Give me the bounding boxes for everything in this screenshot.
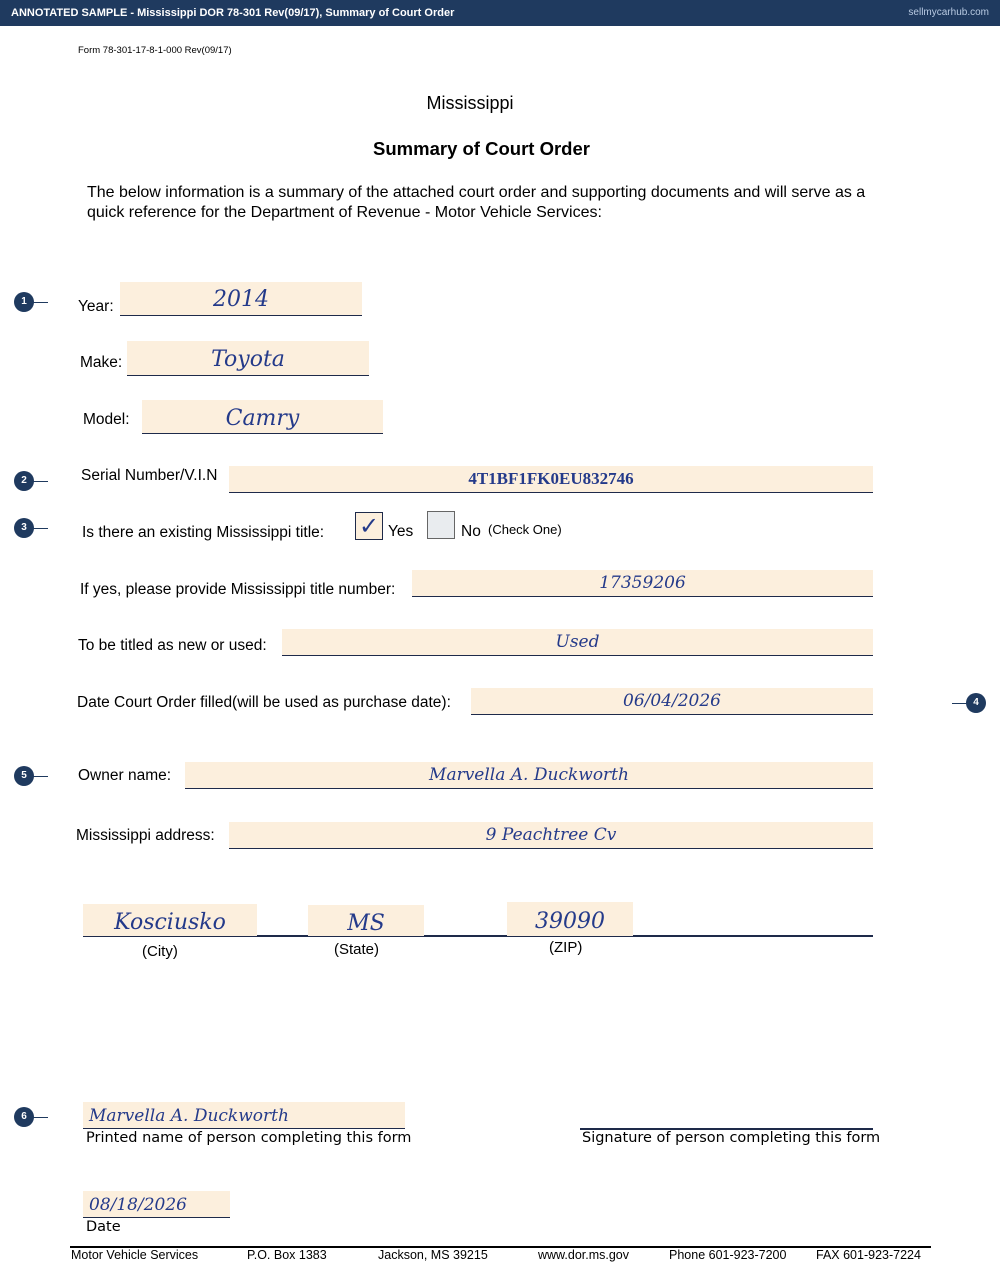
annotation-marker-4: 4 (966, 693, 986, 713)
year-label: Year: (78, 298, 114, 315)
city-field[interactable] (83, 904, 257, 936)
new-or-used-field[interactable] (282, 629, 873, 656)
zip-label: (ZIP) (549, 939, 583, 956)
owner-name-value: Marvella A. Duckworth (429, 765, 629, 785)
marker-leader-line (33, 776, 48, 777)
marker-leader-line (33, 481, 48, 482)
owner-name-field[interactable] (185, 762, 873, 789)
address-field[interactable] (229, 822, 873, 849)
footer-rule (70, 1246, 931, 1248)
owner-name-label: Owner name: (78, 767, 172, 784)
new-or-used-value: Used (555, 632, 600, 652)
signature-label: Signature of person completing this form (582, 1130, 881, 1146)
annotation-marker-3: 3 (14, 518, 34, 538)
date-label: Date (86, 1219, 121, 1235)
make-value: Toyota (211, 347, 285, 372)
new-or-used-label: To be titled as new or used: (78, 637, 267, 654)
annotation-marker-1: 1 (14, 292, 34, 312)
date-field[interactable] (83, 1191, 230, 1218)
footer-phone: Phone 601-923-7200 (669, 1248, 787, 1262)
state-label: (State) (334, 941, 380, 958)
court-date-label: Date Court Order filled(will be used as purchase date): (77, 694, 451, 711)
make-field[interactable] (127, 341, 369, 376)
marker-leader-line (33, 1117, 48, 1118)
checkmark-icon: ✓ (359, 512, 380, 540)
annotation-marker-2: 2 (14, 471, 34, 491)
year-field[interactable] (120, 282, 362, 316)
intro-text: The below information is a summary of the attached court order and supporting documents and will serve as a quick reference for the Department of Revenue - Motor Vehicle Services: (87, 184, 866, 221)
yes-label: Yes (388, 523, 414, 540)
title-number-field[interactable] (412, 570, 873, 597)
existing-title-label: Is there an existing Mississippi title: (82, 524, 325, 541)
banner-site-link[interactable]: sellmycarhub.com (908, 7, 989, 18)
footer-web-link[interactable]: www.dor.ms.gov (538, 1248, 630, 1262)
printed-name-value: Marvella A. Duckworth (89, 1106, 289, 1126)
court-date-field[interactable] (471, 688, 873, 715)
footer-office: Motor Vehicle Services (71, 1248, 199, 1262)
title-number-label: If yes, please provide Mississippi title number: (80, 581, 396, 598)
marker-leader-line (33, 528, 48, 529)
title-number-value: 17359206 (599, 573, 686, 593)
marker-leader-line (952, 703, 967, 704)
no-checkbox[interactable] (427, 511, 455, 539)
printed-name-field[interactable] (83, 1102, 405, 1129)
printed-name-label: Printed name of person completing this form (86, 1130, 412, 1146)
form-number: Form 78-301-17-8-1-000 Rev(09/17) (78, 45, 232, 56)
check-one-hint: (Check One) (488, 522, 562, 537)
annotation-marker-5: 5 (14, 766, 34, 786)
state-value: MS (347, 911, 385, 936)
page-title: Summary of Court Order (373, 138, 590, 159)
address-value: 9 Peachtree Cv (485, 825, 617, 845)
court-date-value: 06/04/2026 (623, 691, 721, 711)
no-label: No (461, 523, 481, 540)
model-field[interactable] (142, 400, 383, 434)
model-value: Camry (225, 406, 300, 431)
model-label: Model: (83, 411, 130, 428)
form-state: Mississippi (426, 93, 514, 113)
state-field[interactable] (308, 905, 424, 936)
zip-field[interactable] (507, 902, 633, 936)
footer-po-box: P.O. Box 1383 (247, 1248, 327, 1262)
date-value: 08/18/2026 (89, 1195, 187, 1215)
footer-city: Jackson, MS 39215 (378, 1248, 488, 1262)
vin-value: 4T1BF1FK0EU832746 (468, 469, 634, 488)
zip-value: 39090 (535, 909, 605, 934)
city-value: Kosciusko (114, 910, 226, 935)
year-value: 2014 (213, 287, 269, 312)
make-label: Make: (80, 354, 123, 371)
vin-label: Serial Number/V.I.N (81, 467, 218, 484)
address-label: Mississippi address: (76, 827, 215, 844)
marker-leader-line (33, 302, 48, 303)
city-label: (City) (142, 943, 178, 960)
top-banner (0, 0, 1000, 26)
yes-checkbox[interactable] (355, 512, 383, 540)
vin-field[interactable] (229, 466, 873, 493)
annotation-marker-6: 6 (14, 1107, 34, 1127)
banner-title: ANNOTATED SAMPLE - Mississippi DOR 78-301 Rev(09/17), Summary of Court Order (11, 7, 455, 19)
footer-fax: FAX 601-923-7224 (816, 1248, 921, 1262)
